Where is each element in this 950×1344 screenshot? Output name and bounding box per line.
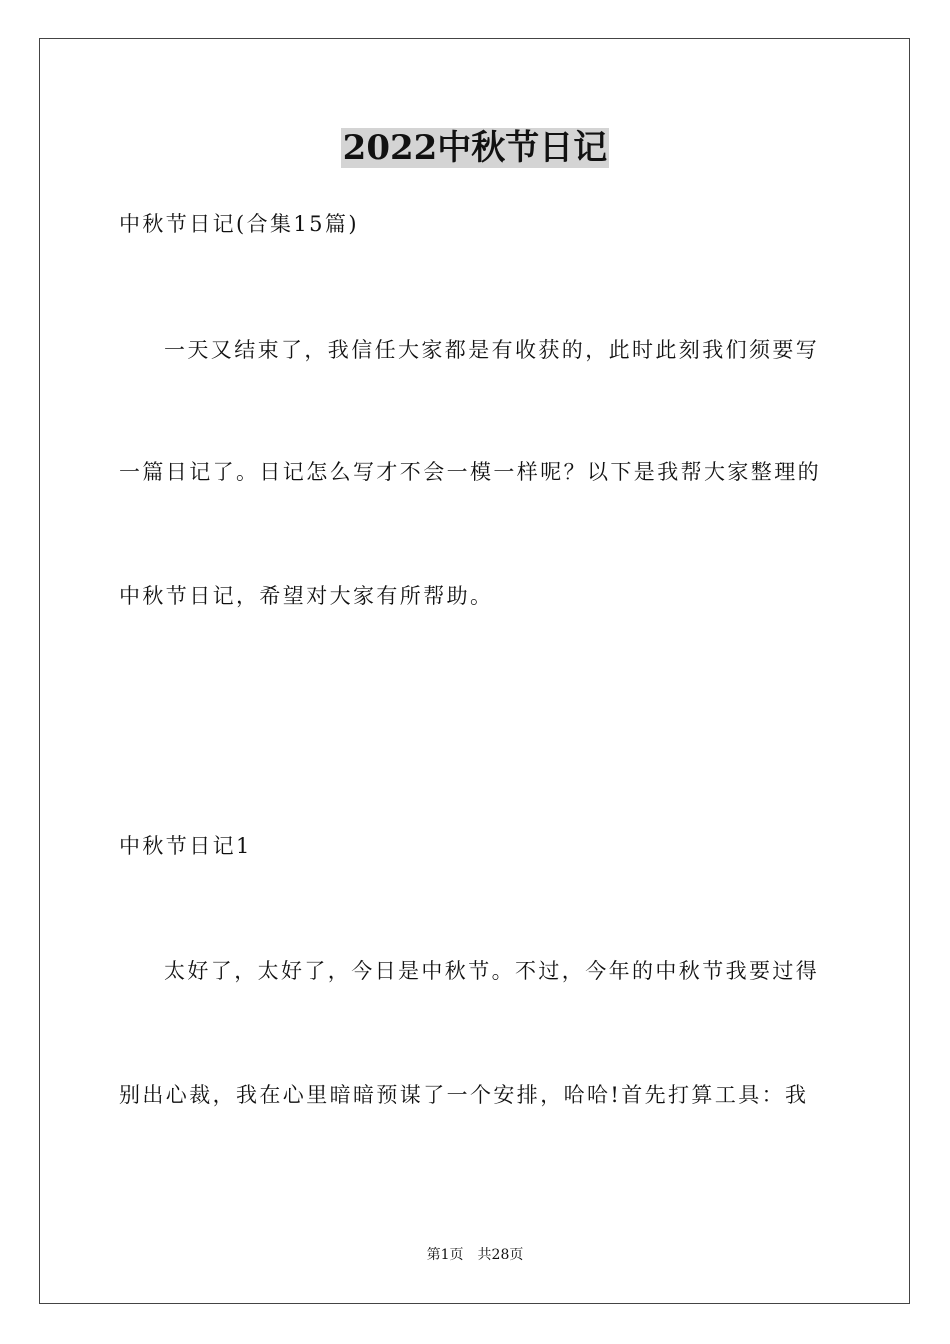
intro-line-2: 一篇日记了。日记怎么写才不会一模一样呢？以下是我帮大家整理的	[119, 460, 821, 484]
body-line-1: 太好了，太好了，今日是中秋节。不过，今年的中秋节我要过得	[164, 959, 820, 983]
page-number-current: 第1页	[426, 1247, 464, 1263]
document-subtitle: 中秋节日记(合集15篇)	[119, 212, 359, 236]
document-title-text: 2022中秋节日记	[342, 128, 608, 168]
page-number-total: 共28页	[477, 1247, 524, 1263]
intro-line-3: 中秋节日记，希望对大家有所帮助。	[119, 584, 494, 608]
body-line-2: 别出心裁，我在心里暗暗预谋了一个安排，哈哈!首先打算工具：我	[119, 1083, 809, 1107]
document-title	[0, 126, 950, 170]
intro-line-1: 一天又结束了，我信任大家都是有收获的，此时此刻我们须要写	[164, 338, 820, 362]
page-footer	[0, 1245, 950, 1265]
section-heading: 中秋节日记1	[119, 834, 252, 858]
